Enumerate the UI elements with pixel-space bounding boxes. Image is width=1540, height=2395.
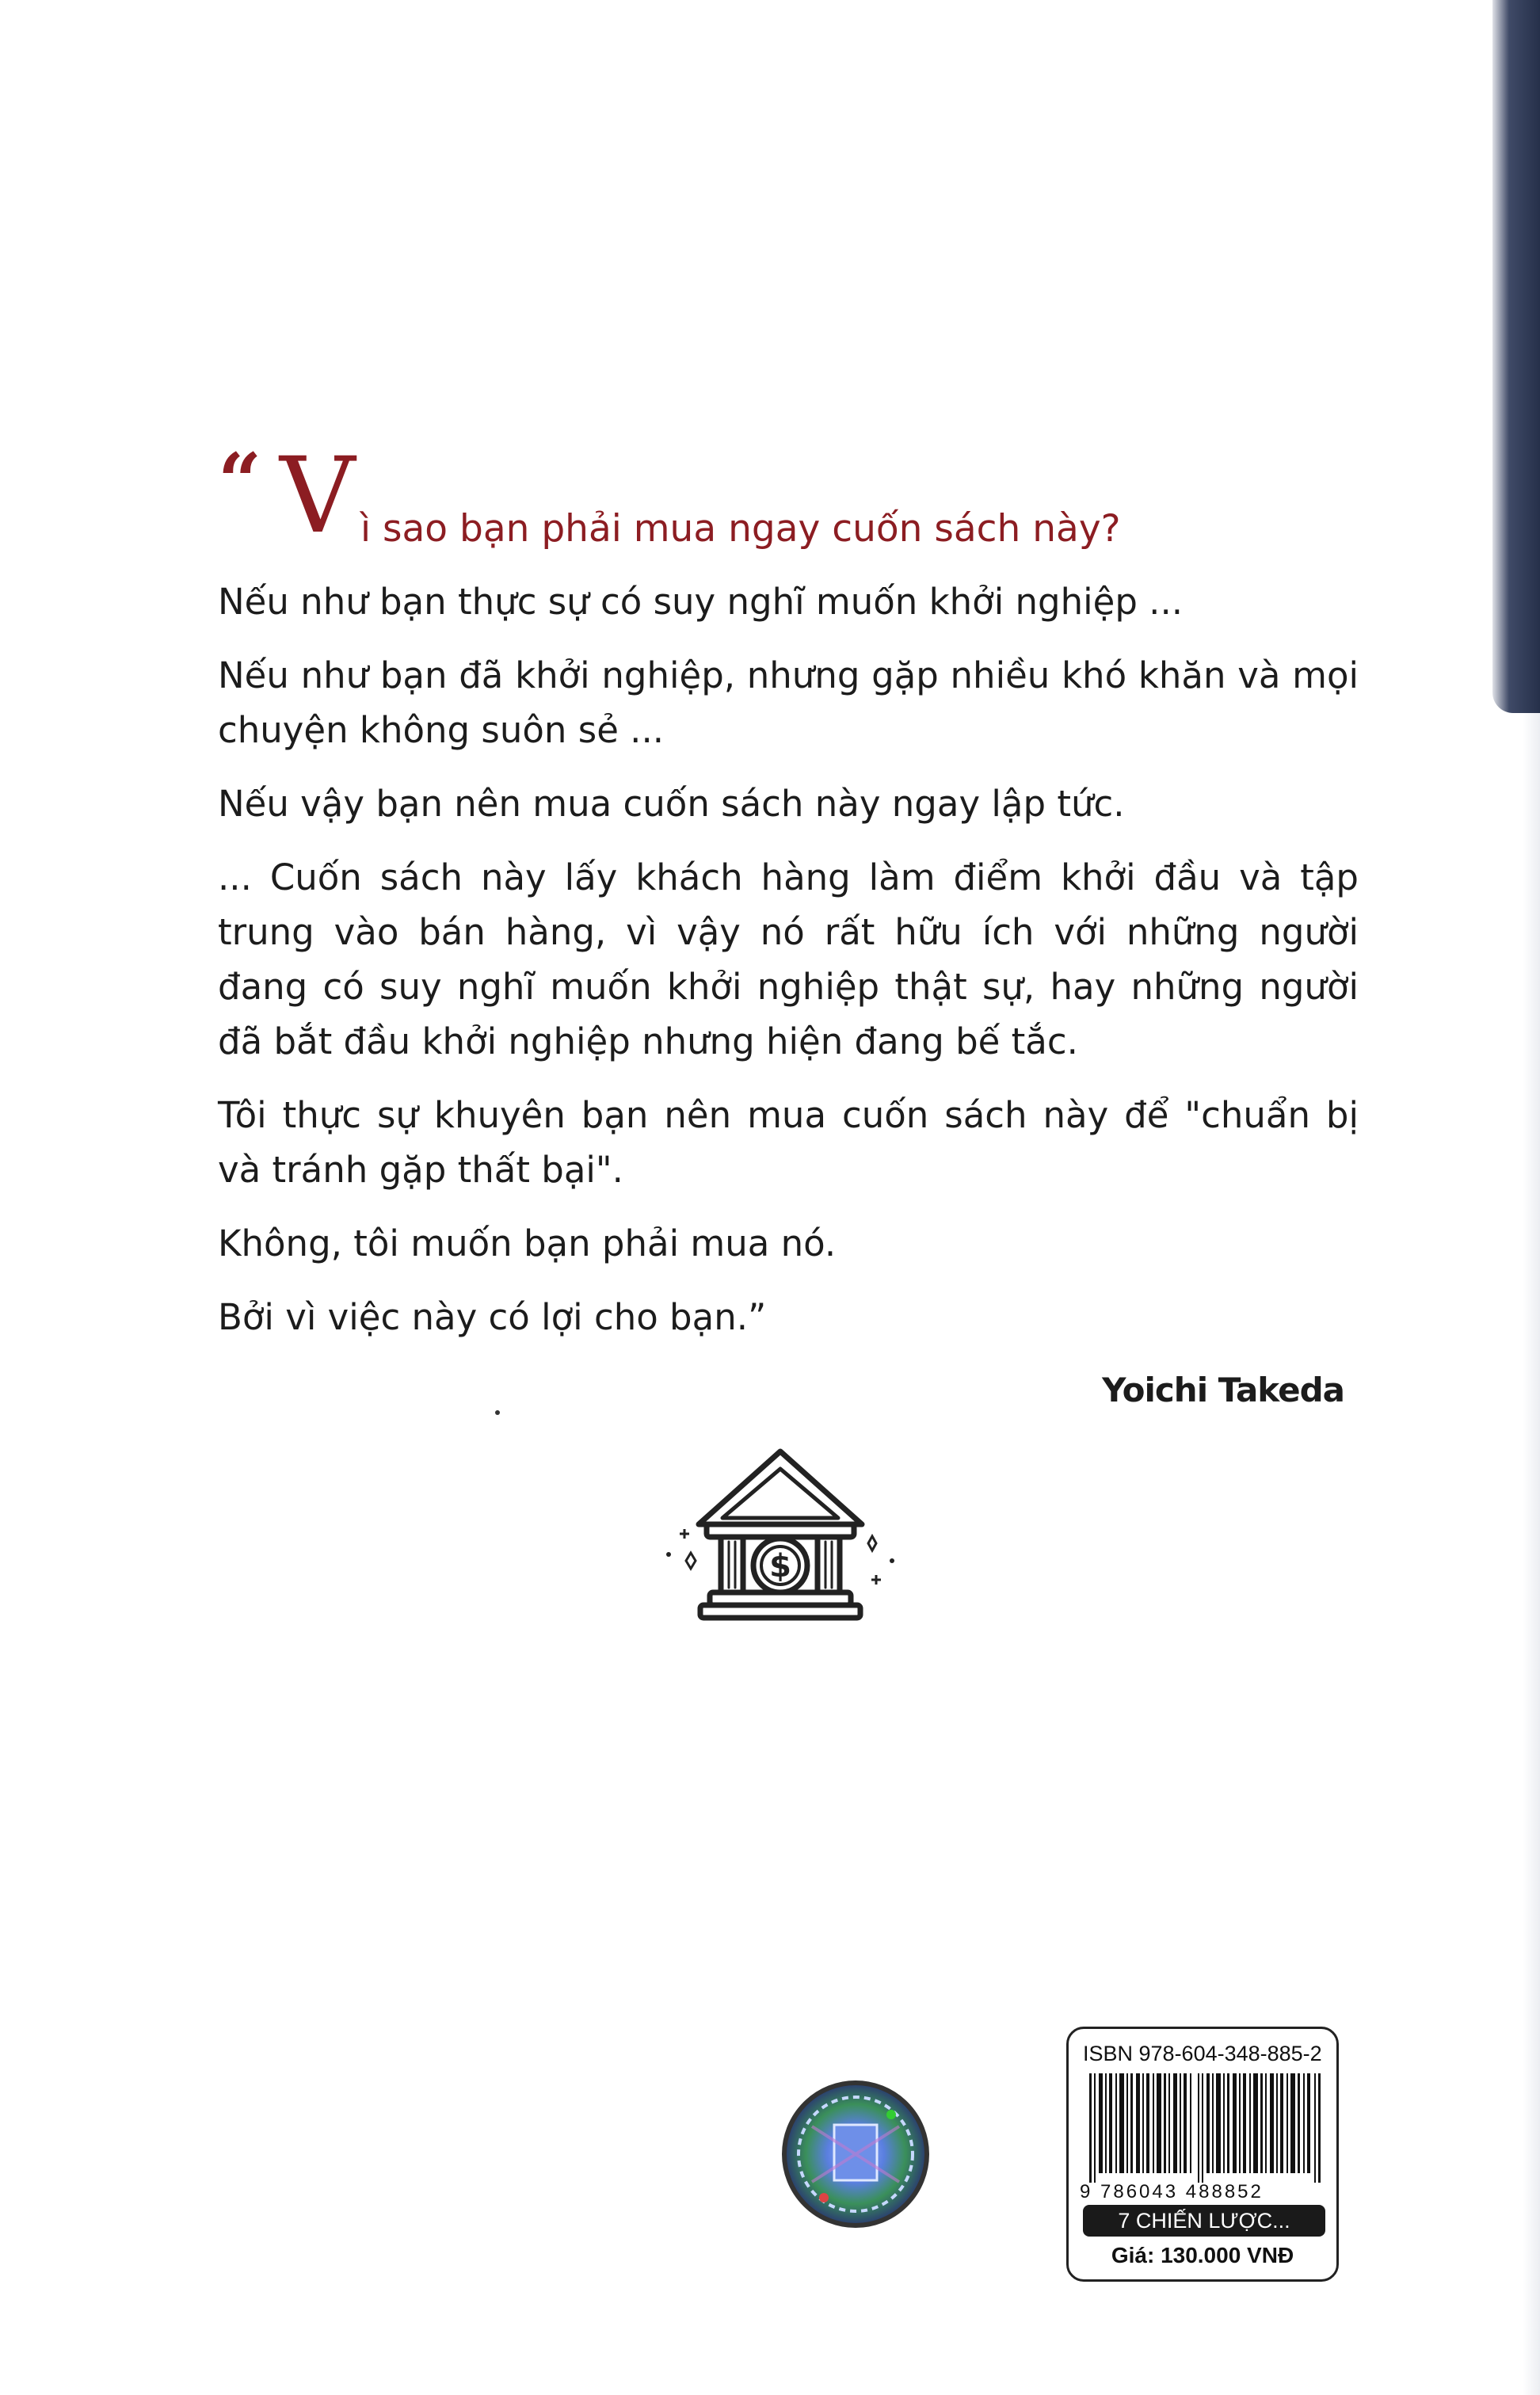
barcode-label xyxy=(1066,2027,1339,2282)
heading-initial: V xyxy=(280,435,356,557)
barcode-digits: 9 786043 488852 xyxy=(1080,2181,1264,2202)
quote-heading: ì sao bạn phải mua ngay cuốn sách này? xyxy=(360,507,1121,551)
quote-paragraph: Tôi thực sự khuyên bạn nên mua cuốn sách này để "chuẩn bị và tránh gặp thất bại". xyxy=(218,1094,1359,1191)
svg-text:$: $ xyxy=(769,1548,791,1585)
quote-paragraph: ... Cuốn sách này lấy khách hàng làm điểm khởi đầu và tập trung vào bán hàng, vì vậy nó rất hữu ích với những người đang có suy nghĩ muốn khởi nghiệp thật sự, hay những người đã bắt đầu khởi nghiệp nhưng hiện đang bế tắc. xyxy=(218,856,1359,1062)
cover-page-edge xyxy=(1523,713,1540,2395)
bank-dollar-icon xyxy=(658,1442,903,1624)
speck-dot xyxy=(495,1410,500,1415)
quote-paragraph: Bởi vì việc này có lợi cho bạn.” xyxy=(218,1296,767,1338)
quote-body xyxy=(218,574,1359,1363)
hologram-seal-icon xyxy=(780,2079,931,2229)
quote-paragraph: Nếu như bạn thực sự có suy nghĩ muốn khởi nghiệp ... xyxy=(218,581,1184,623)
quote-paragraph: Nếu như bạn đã khởi nghiệp, nhưng gặp nhiều khó khăn và mọi chuyện không suôn sẻ ... xyxy=(218,654,1359,751)
quote-author: Yoichi Takeda xyxy=(1102,1371,1344,1409)
title-badge: 7 CHIẾN LƯỢC... xyxy=(1083,2205,1325,2237)
open-quote-mark: “ xyxy=(218,437,256,526)
quote-paragraph: Không, tôi muốn bạn phải mua nó. xyxy=(218,1222,837,1264)
quote-paragraph: Nếu vậy bạn nên mua cuốn sách này ngay lập tức. xyxy=(218,783,1125,825)
barcode-bars xyxy=(1080,2073,1330,2183)
isbn-text: ISBN 978-604-348-885-2 xyxy=(1083,2042,1322,2065)
price-label: Giá: 130.000 VNĐ xyxy=(1111,2243,1294,2267)
cover-spine-edge xyxy=(1492,0,1540,713)
